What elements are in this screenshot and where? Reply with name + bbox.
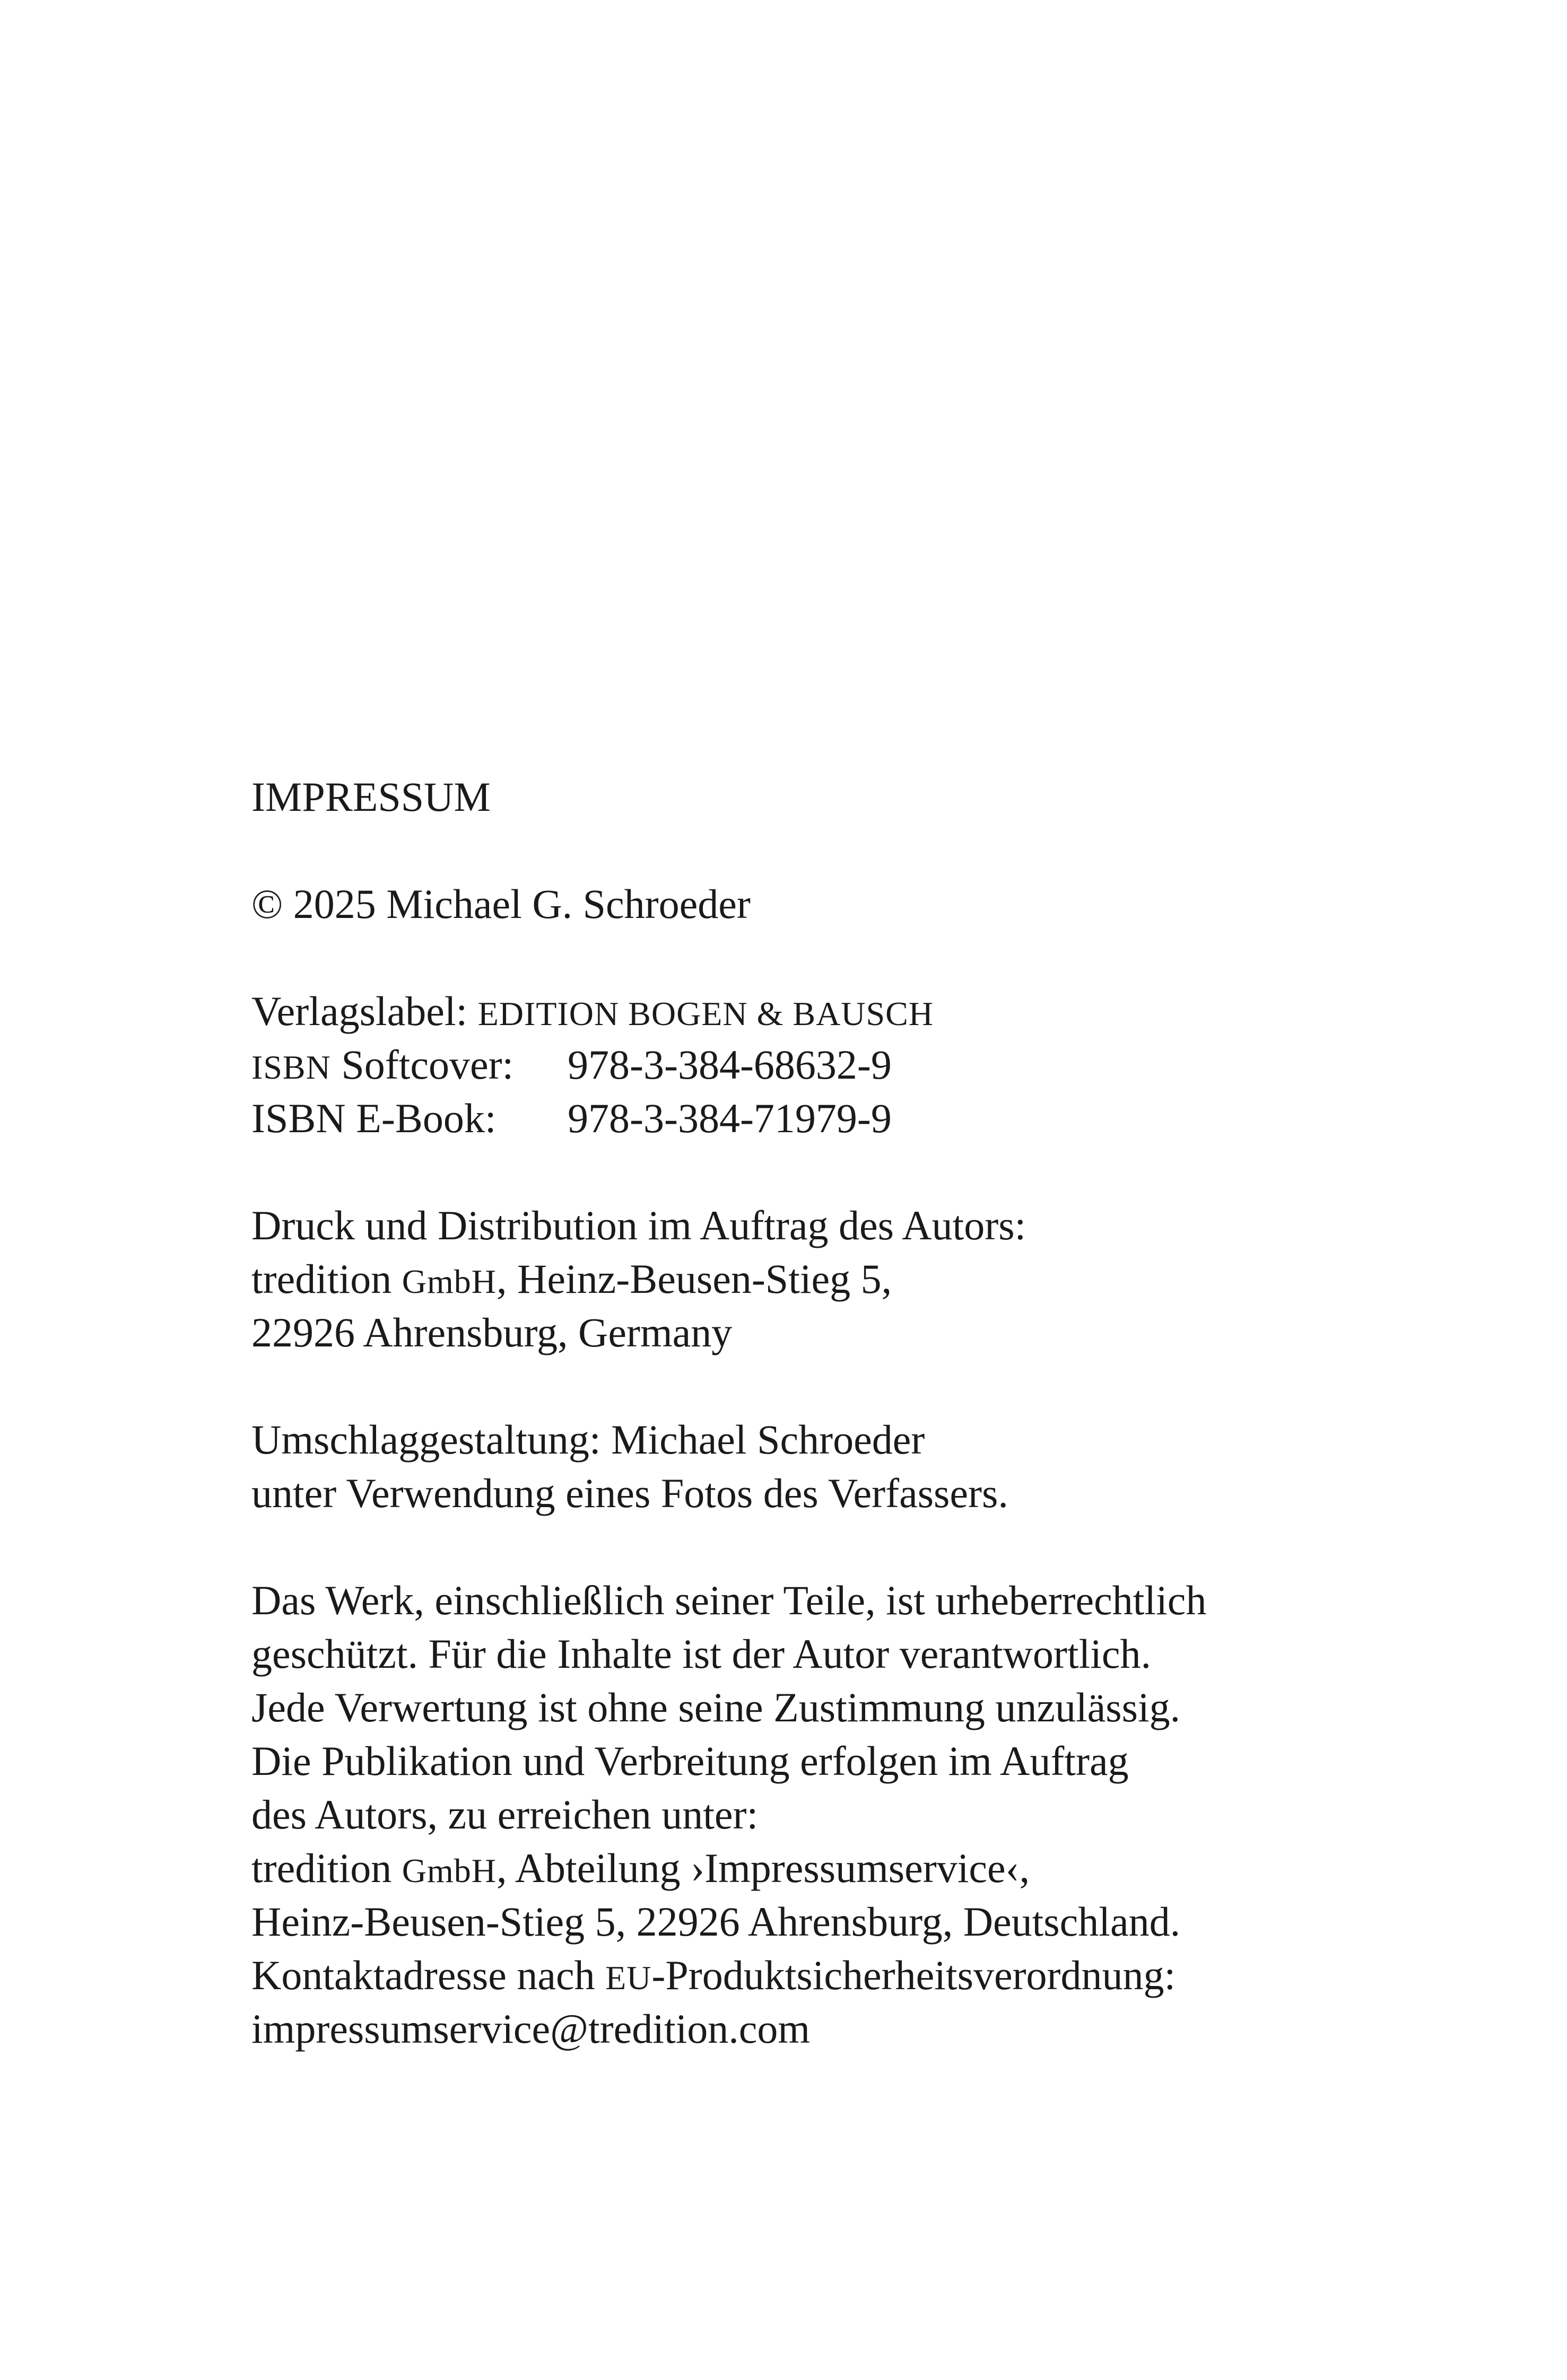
isbn-ebook-value: 978-3-384-71979-9 bbox=[568, 1095, 892, 1141]
legal-line-1: Das Werk, einschließlich seiner Teile, ist urheberrechtlich bbox=[251, 1577, 1207, 1623]
legal-line-7: Heinz-Beusen-Stieg 5, 22926 Ahrensburg, Deutschland. bbox=[251, 1898, 1181, 1945]
legal-company: tredition bbox=[251, 1845, 402, 1891]
spacer bbox=[251, 1145, 1535, 1198]
print-street: , Heinz-Beusen-Stieg 5, bbox=[497, 1256, 892, 1302]
publisher-label: Verlagslabel: bbox=[251, 988, 478, 1034]
legal-line-6 bbox=[251, 1841, 1535, 1895]
legal-line-8 bbox=[251, 1948, 1535, 2002]
print-company: tredition bbox=[251, 1256, 402, 1302]
legal-line-2: geschützt. Für die Inhalte ist der Autor verantwortlich. bbox=[251, 1631, 1152, 1677]
legal-line-4: Die Publikation und Verbreitung erfolgen im Auftrag bbox=[251, 1738, 1129, 1784]
cover-line-2: unter Verwendung eines Fotos des Verfassers. bbox=[251, 1470, 1008, 1516]
spacer bbox=[251, 931, 1535, 984]
isbn-softcover-value: 978-3-384-68632-9 bbox=[568, 1042, 892, 1088]
legal-eu: EU bbox=[605, 1959, 652, 1997]
isbn-prefix: ISBN bbox=[251, 1048, 331, 1086]
legal-company-form: GmbH bbox=[402, 1852, 497, 1889]
copyright-line: © 2025 Michael G. Schroeder bbox=[251, 881, 751, 927]
publisher-name: EDITION BOGEN & BAUSCH bbox=[477, 995, 934, 1032]
spacer bbox=[251, 1359, 1535, 1413]
spacer bbox=[251, 1520, 1535, 1573]
spacer bbox=[251, 824, 1535, 877]
isbn-ebook-line bbox=[251, 1091, 1535, 1145]
print-line-3: 22926 Ahrensburg, Germany bbox=[251, 1309, 733, 1355]
isbn-softcover-line bbox=[251, 1038, 1535, 1091]
legal-email: impressumservice@tredition.com bbox=[251, 2006, 811, 2052]
isbn-ebook-label: ISBN E-Book: bbox=[251, 1095, 497, 1141]
isbn-softcover-label bbox=[251, 1038, 568, 1094]
legal-department: , Abteilung ›Impressumservice‹, bbox=[497, 1845, 1030, 1891]
imprint-block bbox=[251, 770, 1535, 2055]
print-company-form: GmbH bbox=[402, 1263, 497, 1300]
isbn-softcover-label-text: Softcover: bbox=[330, 1042, 514, 1088]
legal-line-3: Jede Verwertung ist ohne seine Zustimmung unzulässig. bbox=[251, 1684, 1181, 1730]
legal-regulation: -Produktsicherheitsverordnung: bbox=[651, 1952, 1176, 1998]
publisher-line bbox=[251, 984, 1535, 1038]
legal-contact-prefix: Kontaktadresse nach bbox=[251, 1952, 606, 1998]
print-line-2 bbox=[251, 1252, 1535, 1306]
print-line-1: Druck und Distribution im Auftrag des Autors: bbox=[251, 1202, 1026, 1248]
imprint-heading: IMPRESSUM bbox=[251, 774, 491, 820]
legal-line-5: des Autors, zu erreichen unter: bbox=[251, 1791, 759, 1838]
cover-line-1: Umschlaggestaltung: Michael Schroeder bbox=[251, 1416, 925, 1463]
